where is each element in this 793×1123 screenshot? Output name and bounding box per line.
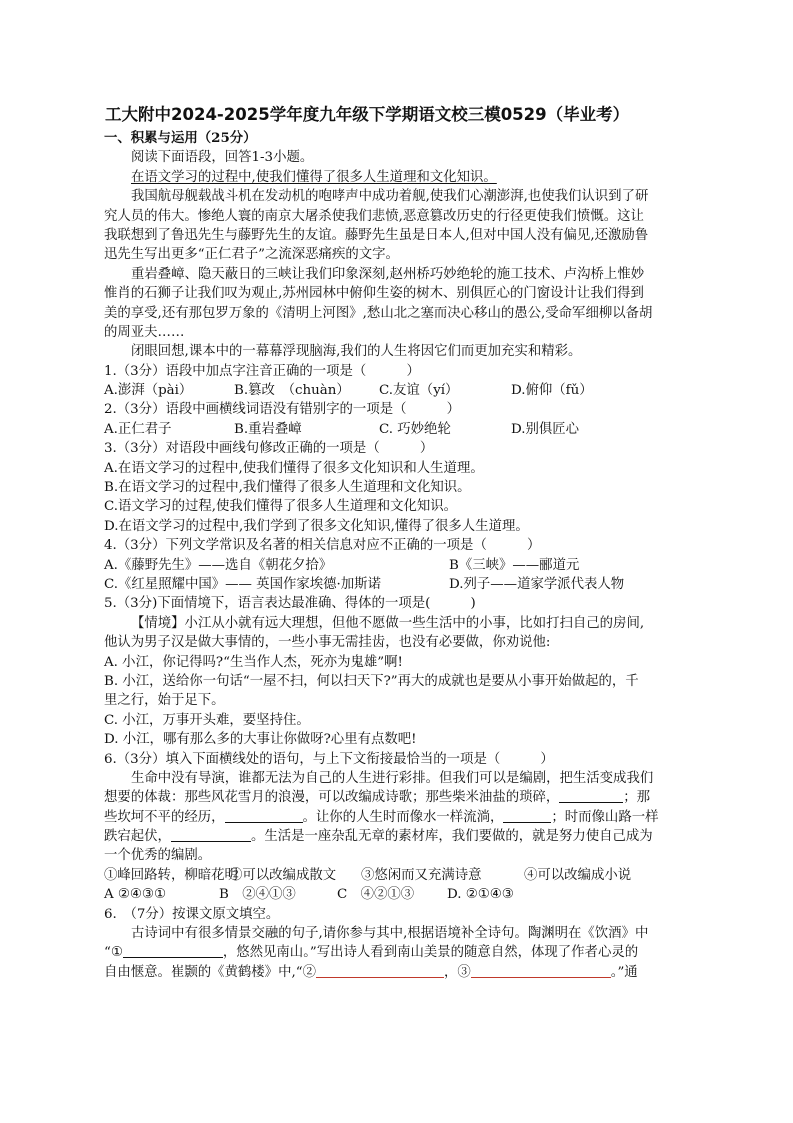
q7-text-segment: ，③ — [443, 964, 471, 980]
q1-option-b: B.篡改 （chuàn） — [234, 383, 350, 399]
q6-text-segment: 跌宕起伏， — [104, 829, 171, 845]
q3-stem: 3.（3分）对语段中画线句修改正确的一项是（ ） — [104, 441, 434, 457]
q6-option-c: C ④②①③ — [337, 887, 415, 903]
passage-p4: 闭眼回想,课本中的一幕幕浮现脑海,我们的人生将因它们而更加充实和精彩。 — [131, 344, 582, 360]
q6-text-l5: 一个优秀的编剧。 — [104, 848, 212, 864]
q4-option-c: C.《红星照耀中国》—— 英国作家埃德·加斯诺 — [104, 576, 381, 592]
passage-p3-l4: 的周亚夫…… — [104, 324, 185, 340]
underlined-sentence: 在语文学习的过程中,使我们懂得了很多人生道理和文化知识。 — [131, 169, 497, 185]
q2-option-c: C. 巧妙绝轮 — [379, 421, 451, 437]
q6-option-b: B ②④①③ — [219, 887, 296, 903]
q5-context-l2: 他认为男子汉是做大事情的，一些小事无需挂齿，也没有必要做，你劝说他: — [104, 635, 551, 651]
q7-text-l2 — [104, 943, 694, 962]
q6-options — [104, 885, 694, 904]
q7-text-segment: 自由惬意。崔颢的《黄鹤楼》中,“② — [104, 964, 316, 980]
q2-options — [104, 420, 694, 439]
q1-options — [104, 381, 694, 400]
q4-option-a: A.《藤野先生》——选自《朝花夕拾》 — [104, 557, 333, 573]
q6-choice-2: ②可以改编成散文 — [229, 867, 337, 883]
q6-text-l2 — [104, 788, 694, 807]
passage-p2-l2: 究人员的伟大。惨绝人寰的南京大屠杀使我们悲愤,恶意篡改历史的行径更使我们愤慨。这让 — [104, 208, 644, 224]
q1-option-d: D.俯仰（fǔ） — [511, 383, 593, 399]
q4-option-b: B《三峡》——郦道元 — [449, 557, 580, 573]
q2-option-a: A.正仁君子 — [104, 421, 172, 437]
q7-blank-2[interactable] — [316, 963, 444, 978]
q6-option-d: D. ②①④③ — [447, 887, 514, 903]
q5-option-d: D. 小江，哪有那么多的大事让你做呀?心里有点数吧! — [104, 732, 417, 748]
q7-blank-1[interactable] — [123, 943, 223, 958]
q5-option-b: B. 小江，送给你一句话“一屋不扫，何以扫天下?”再大的成就也是要从小事开始做起的，千 — [104, 673, 639, 689]
passage-p2-l1: 我国航母舰载战斗机在发动机的咆哮声中成功着舰,使我们心潮澎湃,也使我们认识到了研 — [131, 189, 649, 205]
q4-option-d: D.列子——道家学派代表人物 — [449, 576, 625, 592]
reading-intro: 阅读下面语段，回答1-3小题。 — [131, 150, 314, 166]
q6-stem: 6.（3分）填入下面横线处的语句，与上下文衔接最恰当的一项是（ ） — [104, 751, 554, 767]
q5-context-l1: 【情境】小江从小就有远大理想，但他不愿做一些生活中的小事，比如打扫自己的房间, — [131, 615, 645, 631]
q5-stem: 5.（3分)下面情境下，语言表达最准确、得体的一项是( ) — [104, 596, 476, 612]
q6-blank-2[interactable] — [225, 808, 303, 823]
q6-text-segment: ；时而像山路一样 — [551, 809, 659, 825]
q1-option-c: C.友谊（yí） — [379, 383, 459, 399]
q6-option-a: A ②④③① — [104, 887, 166, 903]
q7-text-segment: 。”通 — [610, 964, 638, 980]
q5-option-c: C. 小江，万事开头难，要坚持住。 — [104, 712, 310, 728]
q3-option-d: D.在语文学习的过程中,我们学到了很多文化知识,懂得了很多人生道理。 — [104, 518, 529, 534]
q6-blank-4[interactable] — [171, 827, 251, 842]
q6-text-l3 — [104, 808, 694, 827]
section-heading: 一、积累与运用（25分） — [104, 130, 257, 146]
passage-p2-l4: 迅先生写出更多“正仁君子”之流深恶痛疾的文字。 — [104, 247, 399, 263]
q5-option-b-cont: 里之行，始于足下。 — [104, 693, 225, 709]
q7-blank-3[interactable] — [471, 963, 611, 978]
q2-option-d: D.别俱匠心 — [511, 421, 580, 437]
q4-options-row1 — [104, 556, 694, 575]
exam-body — [104, 129, 694, 982]
q1-option-a: A.澎湃（pài） — [104, 383, 193, 399]
q6-text-l1: 生命中没有导演，谁都无法为自己的人生进行彩排。但我们可以是编剧，把生活变成我们 — [131, 770, 654, 786]
passage-p2-l3: 我联想到了鲁迅先生与藤野先生的友谊。藤野先生虽是日本人,但对中国人没有偏见,还激励鲁 — [104, 227, 649, 243]
q6-text-segment: 想要的体裁：那些风花雪月的浪漫，可以改编成诗歌；那些柴米油盐的琐碎， — [104, 790, 560, 806]
q2-stem: 2.（3分）语段中画横线词语没有错别字的一项是（ ） — [104, 402, 461, 418]
q6-text-segment: 。生活是一座杂乱无章的素材库，我们要做的，就是努力使自己成为 — [250, 829, 653, 845]
q6-choices — [104, 866, 694, 885]
passage-p1 — [104, 168, 694, 187]
q6-text-segment: ；那 — [623, 790, 651, 806]
q6-blank-3[interactable] — [503, 808, 551, 823]
q6-choice-4: ④可以改编成小说 — [524, 867, 632, 883]
q6-choice-1: ①峰回路转，柳暗花明 — [104, 867, 238, 883]
q6-blank-1[interactable] — [559, 788, 623, 803]
q4-options-row2 — [104, 575, 694, 594]
passage-p3-l2: 惟肖的石狮子让我们叹为观止,苏州园林中俯仰生姿的树木、别俱匠心的门窗设计让我们得到 — [104, 286, 644, 302]
q5-option-a: A. 小江，你记得吗?“生当作人杰，死亦为鬼雄”啊! — [104, 654, 403, 670]
q3-option-a: A.在语文学习的过程中,使我们懂得了很多文化知识和人生道理。 — [104, 460, 484, 476]
q2-option-b: B.重岩叠嶂 — [234, 421, 302, 437]
q7-text-segment: “① — [104, 945, 123, 961]
q6-text-segment: 。让你的人生时而像水一样流淌， — [302, 809, 504, 825]
q6-text-segment: 些坎坷不平的经历， — [104, 809, 225, 825]
q3-option-b: B.在语文学习的过程中,我们懂得了很多人生道理和文化知识。 — [104, 480, 471, 496]
q7-text-l1: 古诗词中有很多情景交融的句子,请你参与其中,根据语境补全诗句。陶渊明在《饮酒》中 — [131, 926, 649, 942]
q6-choice-3: ③悠闲而又充满诗意 — [361, 867, 482, 883]
q1-stem: 1.（3分）语段中加点字注音正确的一项是（ ） — [104, 363, 420, 379]
passage-p3-l1: 重岩叠嶂、隐天蔽日的三峡让我们印象深刻,赵州桥巧妙绝轮的施工技术、卢沟桥上惟妙 — [131, 266, 645, 282]
q7-text-segment: ，悠然见南山。”写出诗人看到南山美景的随意自然，体现了作者心灵的 — [222, 945, 639, 961]
page-title: 工大附中2024-2025学年度九年级下学期语文校三模0529（毕业考） — [105, 105, 630, 124]
q3-option-c: C.语文学习的过程,使我们懂得了很多人生道理和文化知识。 — [104, 499, 458, 515]
passage-p3-l3: 美的享受,还有那包罗万象的《清明上河图》,愁山北之塞而决心移山的愚公,受命军细柳以备胡 — [104, 305, 653, 321]
q4-stem: 4.（3分）下列文学常识及名著的相关信息对应不正确的一项是（ ） — [104, 538, 541, 554]
q6-text-l4 — [104, 827, 694, 846]
q7-stem: 6. （7分）按课文原文填空。 — [104, 906, 280, 922]
q7-text-l3 — [104, 963, 694, 982]
